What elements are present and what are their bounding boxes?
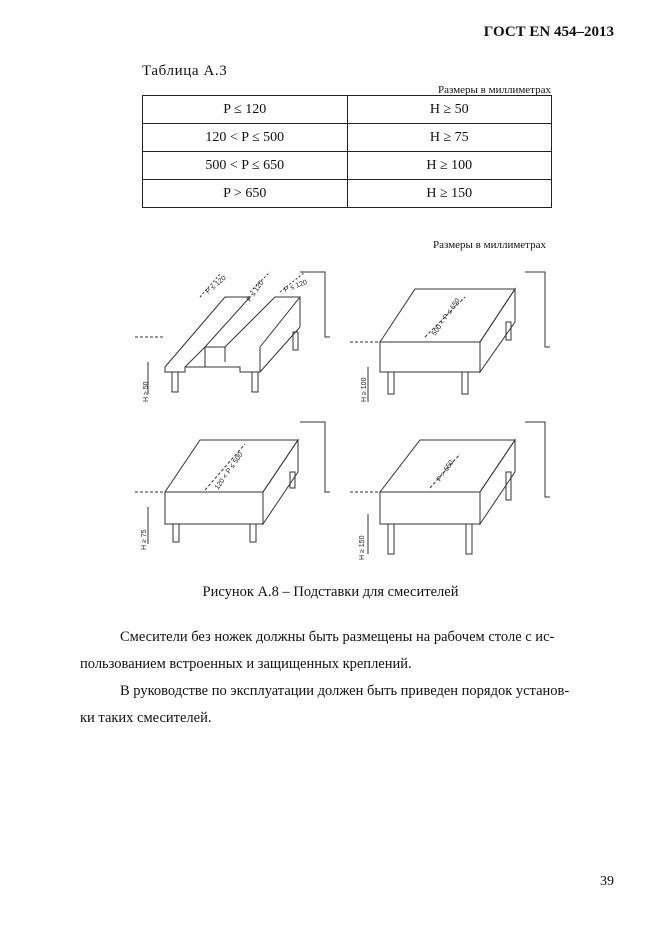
table-row — [143, 180, 552, 208]
paragraph — [80, 678, 600, 732]
table-cell-h: H ≥ 50 — [347, 96, 552, 124]
panel4-height-label: H ≥ 150 — [359, 535, 366, 560]
table-cell-p: P ≤ 120 — [143, 96, 348, 124]
panel1-height-label: H ≥ 50 — [143, 381, 150, 402]
medium-stand-drawing — [135, 422, 330, 544]
panel2-height-label: H ≥ 100 — [361, 377, 368, 402]
standard-header: ГОСТ EN 454–2013 — [483, 24, 614, 40]
paragraph — [80, 624, 600, 678]
panel4-dim-label: P > 650 — [435, 459, 456, 484]
figure-units-note: Размеры в миллиметрах — [433, 239, 546, 251]
table-units-note: Размеры в миллиметрах — [438, 84, 551, 96]
table-cell-p: P > 650 — [143, 180, 348, 208]
table-cell-p: 120 < P ≤ 500 — [143, 124, 348, 152]
paragraph-line: ки таких смесителей. — [80, 710, 212, 726]
paragraph-line: В руководстве по эксплуатации должен быть приведен порядок установ- — [120, 683, 570, 699]
panel1-dim-label: P ≤ 120 — [245, 279, 266, 304]
table-cell-h: H ≥ 75 — [347, 124, 552, 152]
table-cell-p: 500 < P ≤ 650 — [143, 152, 348, 180]
table-cell-h: H ≥ 100 — [347, 152, 552, 180]
panel1-dim-label: P ≤ 120 — [204, 274, 228, 296]
table-caption: Таблица А.3 — [142, 63, 228, 79]
dimensions-table — [142, 95, 552, 208]
panel2-dim-label: 500 < P ≤ 650 — [430, 297, 462, 338]
panel3-height-label: H ≥ 75 — [141, 529, 148, 550]
u-shaped-stand-drawing — [135, 272, 330, 394]
table-row — [143, 96, 552, 124]
table-cell-h: H ≥ 150 — [347, 180, 552, 208]
paragraph-line: пользованием встроенных и защищенных креплений. — [80, 656, 412, 672]
mixer-stands-figure — [130, 262, 560, 572]
panel1-dim-label: P ≤ 120 — [283, 279, 309, 294]
table-row — [143, 124, 552, 152]
table-row — [143, 152, 552, 180]
figure-caption: Рисунок А.8 – Подставки для смесителей — [202, 584, 459, 600]
panel3-dim-label: 120 < P ≤ 500 — [213, 451, 245, 492]
large-stand-drawing — [350, 272, 550, 402]
page-number: 39 — [600, 874, 614, 889]
tall-stand-drawing — [350, 422, 550, 554]
paragraph-line: Смесители без ножек должны быть размещены на рабочем столе с ис- — [120, 629, 555, 645]
